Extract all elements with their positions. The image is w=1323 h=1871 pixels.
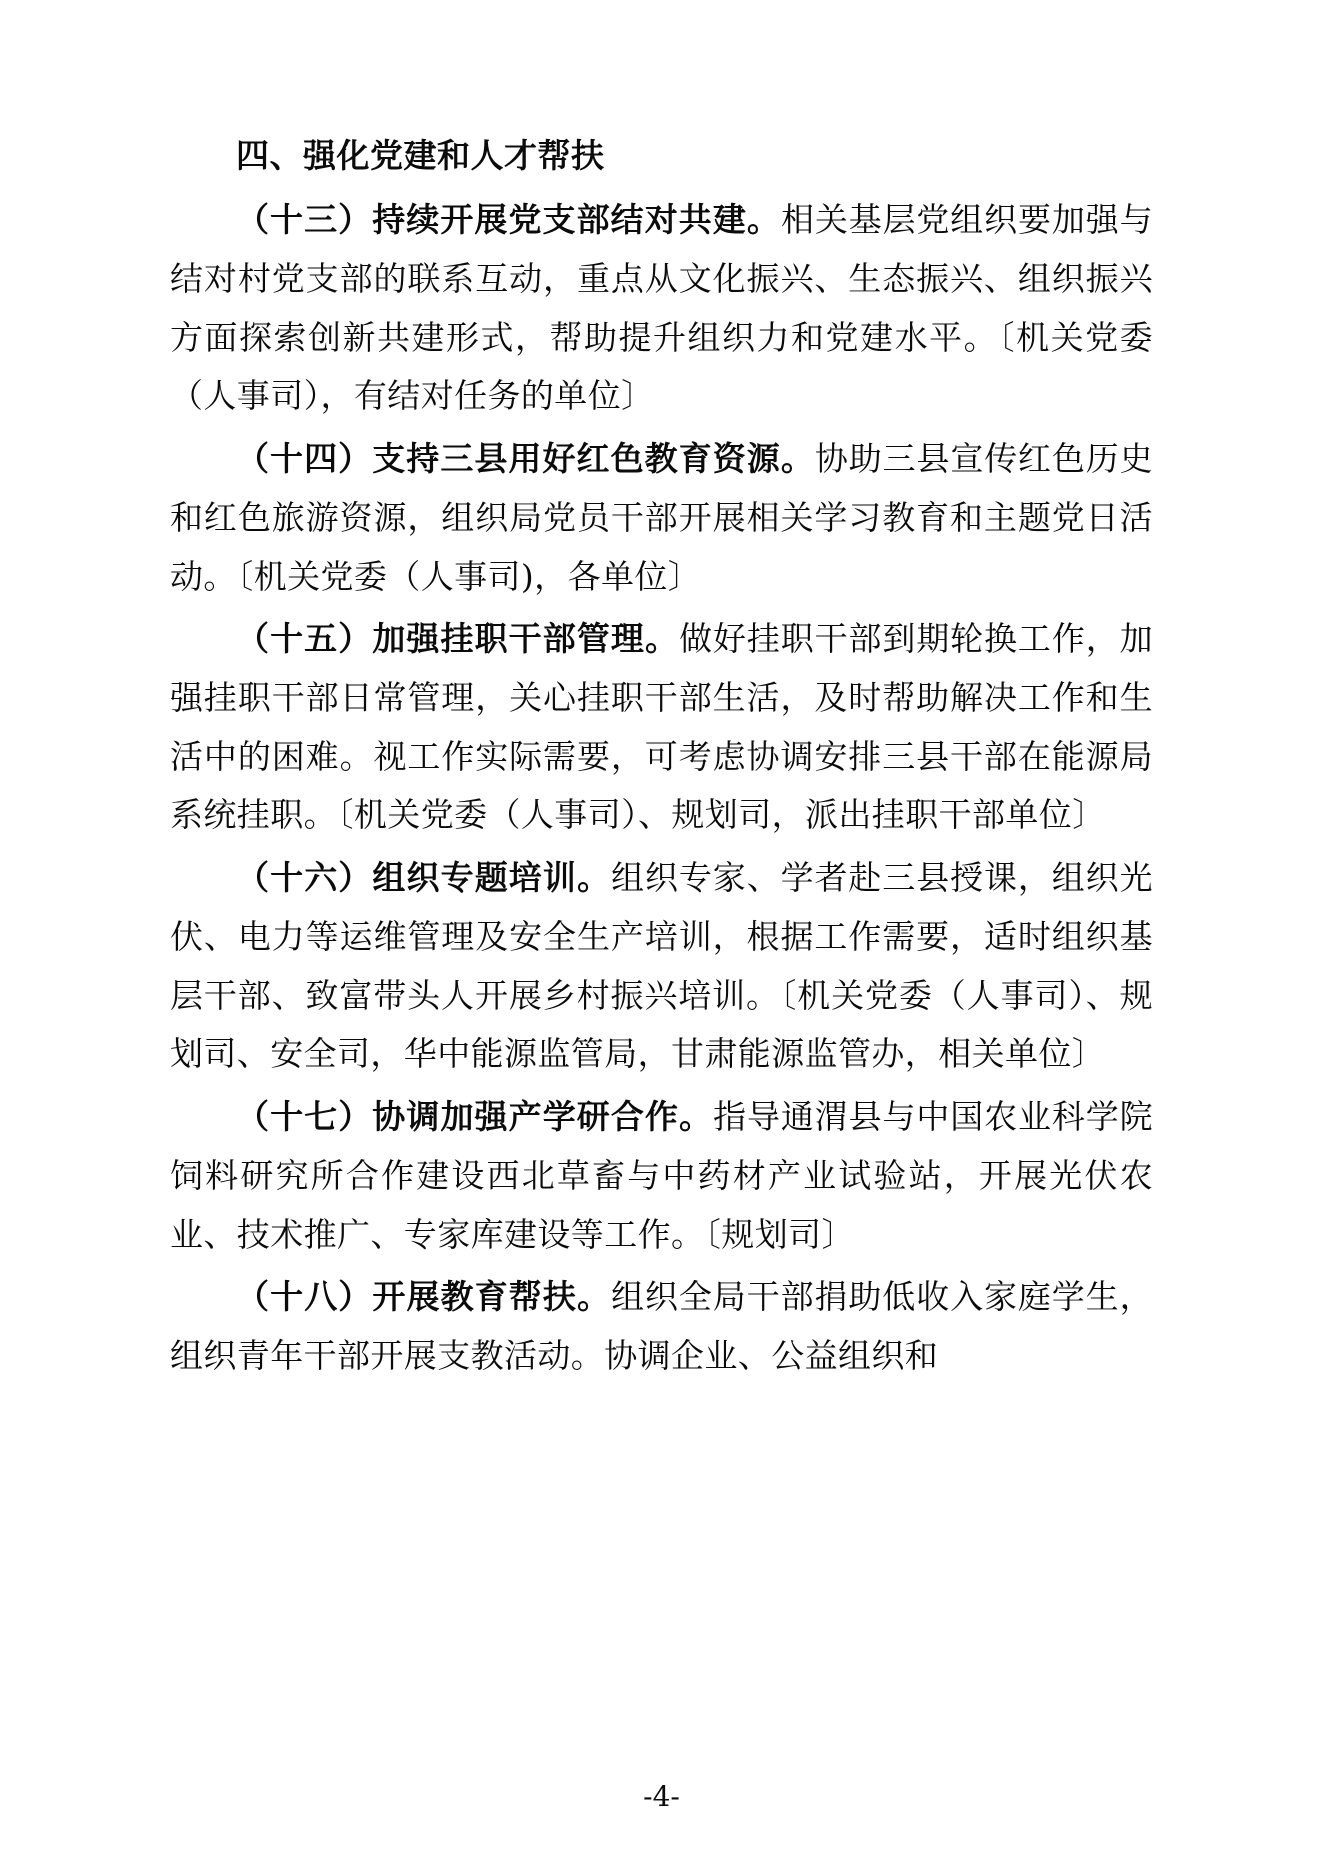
paragraph-16-lead: （十六）组织专题培训。 — [236, 858, 612, 898]
paragraph-16 — [170, 849, 1153, 1084]
paragraph-16-text: 组织专家、学者赴三县授课，组织光伏、电力等运维管理及安全生产培训，根据工作需要，适时组织基层干部、致富带头人开展乡村振兴培训。〔机关党委（人事司）、规划司、安全司，华中能源监管局，甘肃能源监管办，相关单位〕 — [170, 858, 1153, 1074]
section-heading: 四、强化党建和人才帮扶 — [236, 136, 605, 175]
paragraph-18-text: 组织全局干部捐助低收入家庭学生，组织青年干部开展支教活动。协调企业、公益组织和 — [170, 1277, 1153, 1376]
page-number: -4- — [643, 1780, 680, 1813]
paragraph-13 — [170, 191, 1153, 426]
paragraph-17 — [170, 1088, 1153, 1264]
paragraph-15 — [170, 610, 1153, 845]
paragraph-14-text: 协助三县宣传红色历史和红色旅游资源，组织局党员干部开展相关学习教育和主题党日活动。〔机关党委（人事司)，各单位〕 — [170, 439, 1154, 596]
paragraph-18 — [170, 1268, 1153, 1385]
document-body — [170, 130, 1153, 1386]
paragraph-14 — [170, 430, 1153, 606]
paragraph-13-text: 相关基层党组织要加强与结对村党支部的联系互动，重点从文化振兴、生态振兴、组织振兴方面探索创新共建形式，帮助提升组织力和党建水平。〔机关党委（人事司），有结对任务的单位〕 — [170, 200, 1153, 416]
paragraph-17-text: 指导通渭县与中国农业科学院饲料研究所合作建设西北草畜与中药材产业试验站，开展光伏农业、技术推广、专家库建设等工作。〔规划司〕 — [170, 1097, 1153, 1254]
paragraph-17-lead: （十七）协调加强产学研合作。 — [236, 1097, 714, 1137]
paragraph-18-lead: （十八）开展教育帮扶。 — [236, 1277, 612, 1317]
paragraph-13-lead: （十三）持续开展党支部结对共建。 — [236, 200, 781, 240]
paragraph-15-lead: （十五）加强挂职干部管理。 — [236, 619, 680, 659]
paragraph-14-lead: （十四）支持三县用好红色教育资源。 — [236, 439, 815, 479]
paragraph-15-text: 做好挂职干部到期轮换工作，加强挂职干部日常管理，关心挂职干部生活，及时帮助解决工作和生活中的困难。视工作实际需要，可考虑协调安排三县干部在能源局系统挂职。〔机关党委（人事司）、规划司，派出挂职干部单位〕 — [170, 619, 1153, 835]
